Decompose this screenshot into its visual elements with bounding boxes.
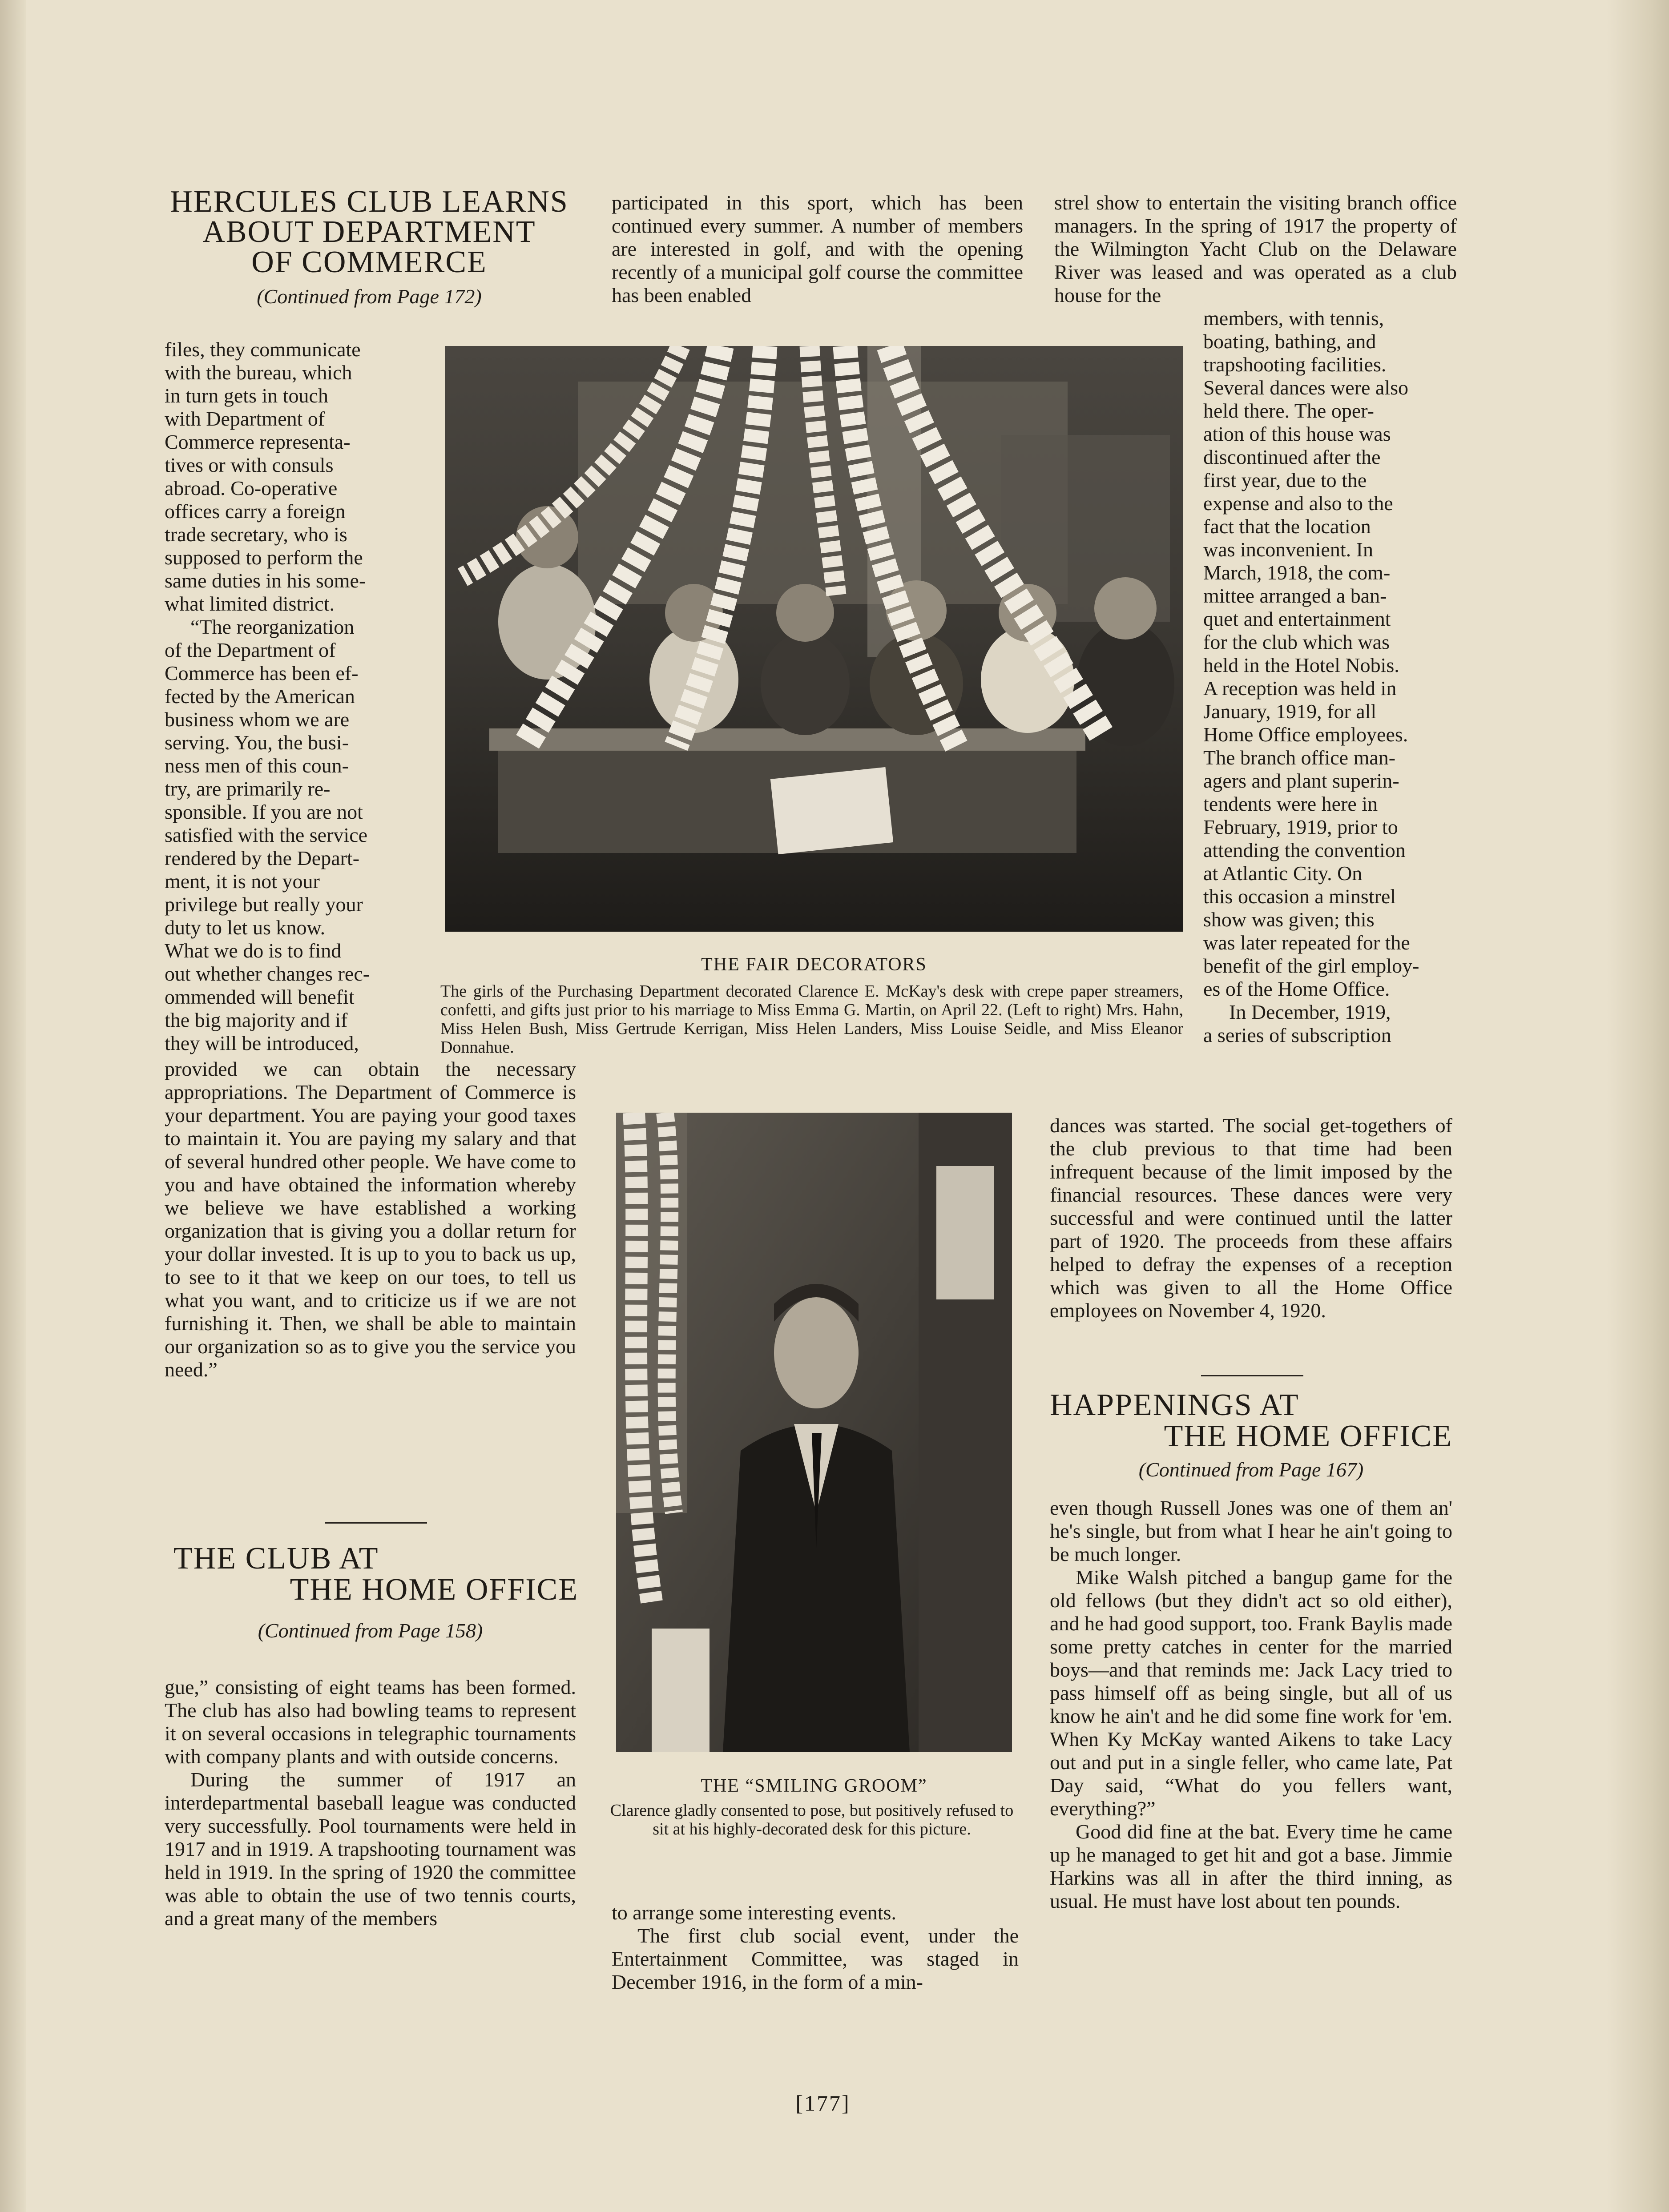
paragraph: provided we can obtain the necessary appropriations. The Department of Commerce is your department. You are paying your good taxes to maintain it. You are paying my salary and that of several hundred other people. We have come to you and have obtained the information whereby we believe we have established a working organization that is giving you a dollar return for your dollar invested. It is up to you to back us up, to see to it that we keep on our toes, to tell us what you want, and to criticize us if we are not furnishing it. Then, we shall be able to maintain our organization so as to give you the service you need.” xyxy=(165,1058,576,1381)
text-line: try, are primarily re- xyxy=(165,777,331,800)
text-line: March, 1918, the com- xyxy=(1203,561,1391,584)
heading-happenings xyxy=(1050,1390,1452,1452)
happenings-text-block xyxy=(1050,1496,1452,1913)
text-line: mittee arranged a ban- xyxy=(1203,584,1387,607)
continued-note: (Continued from Page 167) xyxy=(1138,1458,1364,1481)
text-line: January, 1919, for all xyxy=(1203,700,1377,723)
photo-smiling-groom-image xyxy=(616,1113,1012,1752)
text-line: Commerce has been ef- xyxy=(165,662,359,684)
text-line: Several dances were also xyxy=(1203,376,1409,399)
heading-club-at-home-office xyxy=(173,1543,578,1605)
photo1-title: THE FAIR DECORATORS xyxy=(701,954,927,975)
text-line: The branch office man- xyxy=(1203,746,1396,769)
photo2-caption: Clarence gladly consented to pose, but positively refused to sit at his highly-decorated desk for this picture. xyxy=(610,1801,1014,1838)
text-line: business whom we are xyxy=(165,708,350,731)
text-line: ation of this house was xyxy=(1203,422,1391,445)
text-line: trade secretary, who is xyxy=(165,523,347,546)
wide-text-block xyxy=(165,1058,576,1381)
text-line: with the bureau, which xyxy=(165,361,352,384)
text-line: What we do is to find xyxy=(165,939,342,962)
continued-note: (Continued from Page 158) xyxy=(258,1619,483,1642)
photo2-title: THE “SMILING GROOM” xyxy=(701,1776,927,1796)
text-line: held there. The oper- xyxy=(1203,399,1374,422)
section-divider xyxy=(325,1522,427,1524)
paragraph: even though Russell Jones was one of them an' he's single, but from what I hear he ain't going to be much longer. xyxy=(1050,1496,1452,1565)
paragraph: Mike Walsh pitched a bangup game for the old fellows (but they didn't act so old either), and he had good support, too. Frank Baylis made some pretty catches in center for the married boys—and that reminds me: Jack Lacy tried to pass himself off as being single, but all of us know he ain't and he did some fine work for 'em. When Ky McKay wanted Aikens to take Lacy out and put in a single feller, who came late, Pat Day said, “What do you fellers want, everything?” xyxy=(1050,1566,1452,1820)
text-line: a series of subscription xyxy=(1203,1024,1391,1046)
paragraph: Good did fine at the bat. Every time he came up he managed to get hit and got a base. Jimmie Harkins was all in after the third inning, as usual. He must have lost about ten pounds. xyxy=(1050,1820,1452,1912)
text-line: first year, due to the xyxy=(1203,469,1367,491)
paragraph: During the summer of 1917 an interdepartmental baseball league was conducted very successfully. Pool tournaments were held in 1917 and in 1919. A trapshooting tournament was held in 1919. In the spring of 1920 the committee was able to obtain the use of two tennis courts, and a great many of the members xyxy=(165,1768,576,1930)
heading-line: THE HOME OFFICE xyxy=(1164,1419,1452,1453)
text-line: this occasion a minstrel xyxy=(1203,885,1396,908)
heading-line: HERCULES CLUB LEARNS xyxy=(170,185,568,219)
text-line: benefit of the girl employ- xyxy=(1203,954,1419,977)
heading-line: THE CLUB AT xyxy=(173,1541,379,1576)
text-line: Home Office employees. xyxy=(1203,723,1408,746)
text-line: fact that the location xyxy=(1203,515,1371,538)
text-line: “The reorganization xyxy=(190,615,355,638)
column3-narrow-text xyxy=(1203,307,1457,1047)
continued-note: (Continued from Page 172) xyxy=(257,285,482,308)
text-line: ness men of this coun- xyxy=(165,754,349,777)
text-line: duty to let us know. xyxy=(165,916,326,939)
text-line: held in the Hotel Nobis. xyxy=(1203,654,1399,676)
paragraph: The first club social event, under the Entertainment Committee, was staged in December 1916, in the form of a min- xyxy=(612,1924,1019,1993)
text-line: ment, it is not your xyxy=(165,870,320,893)
text-line: members, with tennis, xyxy=(1203,307,1384,330)
text-line: February, 1919, prior to xyxy=(1203,816,1398,838)
photo-fair-decorators xyxy=(445,346,1183,932)
text-line: fected by the American xyxy=(165,685,355,708)
page-edge xyxy=(1607,0,1669,2212)
section-divider xyxy=(1201,1375,1303,1376)
text-line: show was given; this xyxy=(1203,908,1375,931)
photo-smiling-groom xyxy=(616,1113,1012,1752)
text-line: was later repeated for the xyxy=(1203,931,1410,954)
text-line: was inconvenient. In xyxy=(1203,538,1373,561)
text-line: of the Department of xyxy=(165,639,336,661)
column3-wide-text xyxy=(1050,1114,1452,1322)
paragraph: dances was started. The social get-togethers of the club previous to that time had been infrequent because of the limit imposed by the financial resources. These dances were very successful and were continued until the latter part of 1920. The proceeds from these affairs helped to defray the expenses of a reception which was given to all the Home Office employees on November 4, 1920. xyxy=(1050,1114,1452,1322)
text-line: quet and entertainment xyxy=(1203,607,1391,630)
text-line: boating, bathing, and xyxy=(1203,330,1376,353)
text-line: discontinued after the xyxy=(1203,446,1381,468)
heading-line: HAPPENINGS AT xyxy=(1050,1388,1299,1422)
narrow-text-block xyxy=(165,338,414,1055)
text-line: same duties in his some- xyxy=(165,569,366,592)
text-line: with Department of xyxy=(165,407,325,430)
text-line: agers and plant superin- xyxy=(1203,769,1399,792)
text-line: attending the convention xyxy=(1203,839,1406,861)
text-line: expense and also to the xyxy=(1203,492,1393,515)
paragraph: strel show to entertain the visiting branch office managers. In the spring of 1917 the property of the Wilmington Yacht Club on the Delaware River was leased and was operated as a club house for the xyxy=(1054,191,1457,306)
book-spine-shadow xyxy=(0,0,26,2212)
paragraph: participated in this sport, which has been continued every summer. A number of members are interested in golf, and with the opening recently of a municipal golf course the committee has been enabled xyxy=(612,191,1023,306)
photo-fair-decorators-image xyxy=(445,346,1183,932)
heading-line: OF COMMERCE xyxy=(251,245,487,279)
club-text-block xyxy=(165,1676,576,1930)
text-line: tendents were here in xyxy=(1203,792,1378,815)
text-line: out whether changes rec- xyxy=(165,962,370,985)
column3-top-text xyxy=(1054,191,1457,307)
text-line: trapshooting facilities. xyxy=(1203,353,1387,376)
text-line: for the club which was xyxy=(1203,631,1390,653)
text-line: in turn gets in touch xyxy=(165,384,328,407)
heading-hercules-club xyxy=(160,187,578,278)
text-line: serving. You, the busi- xyxy=(165,731,349,754)
text-line: privilege but really your xyxy=(165,893,363,916)
text-line: at Atlantic City. On xyxy=(1203,862,1363,885)
text-line: sponsible. If you are not xyxy=(165,800,363,823)
text-line: supposed to perform the xyxy=(165,546,363,569)
column2-bottom-text xyxy=(612,1901,1019,1994)
text-line: they will be introduced, xyxy=(165,1032,359,1054)
text-line: es of the Home Office. xyxy=(1203,977,1390,1000)
text-line: tives or with consuls xyxy=(165,454,334,476)
photo1-caption: The girls of the Purchasing Department decorated Clarence E. McKay's desk with crepe paper streamers, confetti, and gifts just prior to his marriage to Miss Emma G. Martin, on April 22. (Left to right) Mrs. Hahn, Miss Helen Bush, Miss Gertrude Kerrigan, Miss Helen Landers, Miss Louise Seidle, and Miss Eleanor Donnahue. xyxy=(440,982,1183,1057)
page-number: [177] xyxy=(795,2091,851,2115)
text-line: Commerce representa- xyxy=(165,430,351,453)
column2-top-text xyxy=(612,191,1023,307)
text-line: what limited district. xyxy=(165,592,335,615)
text-line: offices carry a foreign xyxy=(165,500,346,523)
text-line: ommended will benefit xyxy=(165,985,355,1008)
text-line: rendered by the Depart- xyxy=(165,847,360,869)
text-line: In December, 1919, xyxy=(1229,1001,1391,1023)
text-line: the big majority and if xyxy=(165,1009,348,1031)
paragraph: gue,” consisting of eight teams has been formed. The club has also had bowling teams to represent it on several occasions in telegraphic tournaments with company plants and with outside concerns. xyxy=(165,1676,576,1768)
text-line: files, they communicate xyxy=(165,338,361,361)
heading-line: ABOUT DEPARTMENT xyxy=(202,215,536,249)
text-line: A reception was held in xyxy=(1203,677,1397,700)
heading-line: THE HOME OFFICE xyxy=(290,1573,578,1607)
text-line: abroad. Co-operative xyxy=(165,477,338,499)
paragraph: to arrange some interesting events. xyxy=(612,1901,896,1924)
text-line: satisfied with the service xyxy=(165,824,368,846)
